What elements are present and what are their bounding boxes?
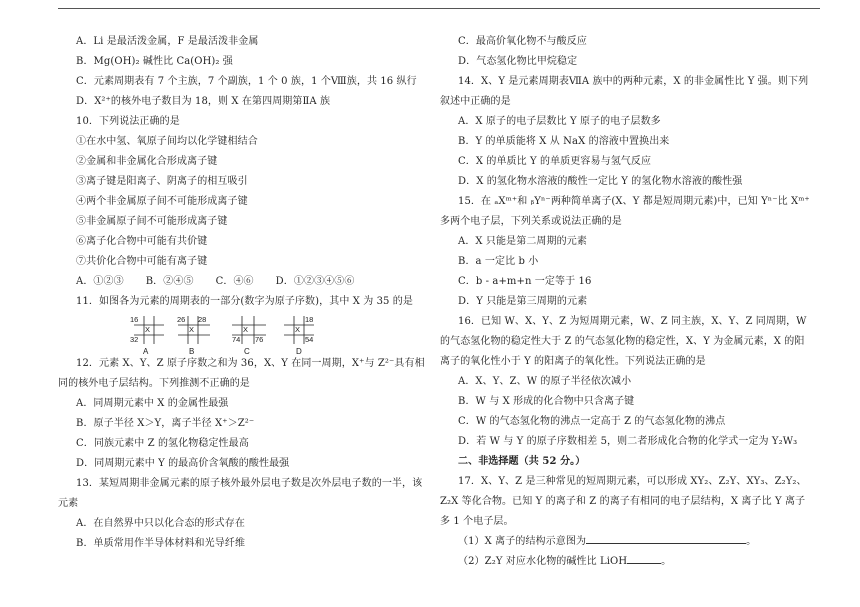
periodic-fragment-a [128, 314, 172, 356]
q17-stem-cont: 多 1 个电子层。 [440, 516, 514, 527]
q14-stem: 14．X、Y 是元素周期表ⅦA 族中的两种元素，X 的非金属性比 Y 强。则下列 [458, 76, 809, 87]
q10-options [58, 272, 443, 292]
fragment-x: X [243, 325, 249, 334]
fragment-number: 18 [305, 315, 314, 324]
fragment-caption: A [143, 347, 149, 356]
q14-option-d: D．X 的氢化物水溶液的酸性一定比 Y 的氢化物水溶液的酸性强 [458, 176, 743, 187]
left-column [58, 32, 443, 554]
fragment-caption: B [189, 347, 195, 356]
q11-figures [58, 314, 443, 354]
q13-stem-cont: 元素 [58, 498, 79, 509]
fragment-caption: C [244, 347, 250, 356]
q17-sub1-answer-blank[interactable] [586, 532, 746, 544]
q10-stem: 10．下列说法正确的是 [76, 116, 180, 127]
q16-stem-cont: 的气态氢化物的稳定性大于 Z 的气态氢化物的稳定性，X、Y 为金属元素，X 的阳 [440, 336, 805, 347]
q13-option-c: C．最高价氧化物不与酸反应 [458, 36, 587, 47]
q16-stem: 16．已知 W、X、Y、Z 为短周期元素，W、Z 同主族，X、Y、Z 同周期，W [458, 316, 807, 327]
q12-option-b: B．原子半径 X＞Y，离子半径 X⁺＞Z²⁻ [76, 418, 255, 429]
q9-option-d: D．X²⁺的核外电子数目为 18，则 X 在第四周期第ⅡA 族 [76, 96, 331, 107]
q12-option-c: C．同族元素中 Z 的氢化物稳定性最高 [76, 438, 249, 449]
q16-option-b: B．W 与 X 形成的化合物中只含离子键 [458, 396, 635, 407]
fragment-x: X [189, 325, 195, 334]
q10-option-d: D．①②③④⑤⑥ [275, 276, 355, 287]
q14-stem-cont: 叙述中正确的是 [440, 96, 511, 107]
fragment-number: 76 [255, 335, 264, 344]
q10-option-b: B．②④⑤ [145, 276, 194, 287]
q10-item: ③离子键是阳离子、阴离子的相互吸引 [76, 176, 248, 187]
q17-stem-cont: Z₂X 等化合物。已知 Y 的离子和 Z 的离子有相同的电子层结构，X 离子比 Y 离子 [440, 496, 806, 507]
q10-item: ⑥离子化合物中可能有共价键 [76, 236, 208, 247]
q16-option-c: C．W 的气态氢化物的沸点一定高于 Z 的气态氢化物的沸点 [458, 416, 726, 427]
q15-option-c: C．b - a+m+n 一定等于 16 [458, 276, 592, 287]
q10-item: ②金属和非金属化合形成离子键 [76, 156, 218, 167]
fragment-caption: D [296, 347, 302, 356]
q10-item: ⑦共价化合物中可能有离子键 [76, 256, 208, 267]
q17-sub2-answer-blank[interactable] [627, 552, 661, 564]
fragment-number: 28 [198, 315, 207, 324]
q15-option-a: A．X 只能是第二周期的元素 [458, 236, 587, 247]
q16-option-d: D．若 W 与 Y 的原子序数相差 5，则二者形成化合物的化学式一定为 Y₂W₃ [458, 436, 798, 447]
q14-option-c: C．X 的单质比 Y 的单质更容易与氢气反应 [458, 156, 652, 167]
fragment-number: 32 [130, 335, 139, 344]
periodic-fragment-d [280, 314, 324, 356]
q17-sub1 [440, 532, 820, 552]
fragment-number: 74 [232, 335, 241, 344]
q12-option-d: D．同周期元素中 Y 的最高价含氧酸的酸性最强 [76, 458, 290, 469]
periodic-fragment-b [176, 314, 220, 356]
q14-option-b: B．Y 的单质能将 X 从 NaX 的溶液中置换出来 [458, 136, 670, 147]
q17-sub2 [440, 552, 820, 572]
q17-stem: 17．X、Y、Z 是三种常见的短周期元素，可以形成 XY₂、Z₂Y、XY₃、Z₂Y₂、 [458, 476, 807, 487]
q17-sub1-text: （1）X 离子的结构示意图为 [458, 536, 587, 547]
section-heading: 二、非选择题（共 52 分。） [458, 456, 586, 467]
fragment-number: 26 [177, 315, 186, 324]
q15-option-d: D．Y 只能是第三周期的元素 [458, 296, 588, 307]
q15-option-b: B．a 一定比 b 小 [458, 256, 539, 267]
periodic-fragment-c [228, 314, 272, 356]
q11-stem: 11．如图各为元素的周期表的一部分(数字为原子序数)，其中 X 为 35 的是 [76, 296, 413, 307]
q14-option-a: A．X 原子的电子层数比 Y 原子的电子层数多 [458, 116, 661, 127]
q9-option-b: B．Mg(OH)₂ 碱性比 Ca(OH)₂ 强 [76, 56, 233, 67]
q10-item: ⑤非金属原子间不可能形成离子键 [76, 216, 228, 227]
q9-option-c: C．元素周期表有 7 个主族，7 个副族，1 个 0 族，1 个Ⅷ族，共 16 纵行 [76, 76, 417, 87]
fragment-x: X [295, 325, 301, 334]
q10-item: ④两个非金属原子间不可能形成离子键 [76, 196, 248, 207]
q12-stem-cont: 同的核外电子层结构。下列推测不正确的是 [58, 378, 250, 389]
q17-sub2-text: （2）Z₂Y 对应水化物的碱性比 LiOH [458, 556, 628, 567]
q10-option-a: A．①②③ [76, 276, 124, 287]
q13-option-d: D．气态氢化物比甲烷稳定 [458, 56, 578, 67]
fragment-number: 54 [305, 335, 314, 344]
q15-stem-cont: 多两个电子层，下列关系或说法正确的是 [440, 216, 622, 227]
right-column [440, 32, 820, 572]
q10-option-c: C．④⑥ [215, 276, 254, 287]
q16-option-a: A．X、Y、Z、W 的原子半径依次减小 [458, 376, 632, 387]
fragment-x: X [145, 325, 151, 334]
q12-stem: 12．元素 X、Y、Z 原子序数之和为 36，X、Y 在同一周期，X⁺与 Z²⁻具有相 [76, 358, 425, 369]
fragment-number: 16 [130, 315, 139, 324]
q17-sub2-end: 。 [661, 556, 672, 567]
q17-sub1-end: 。 [746, 536, 757, 547]
q16-stem-cont: 离子的氧化性小于 Y 的阳离子的氧化性。下列说法正确的是 [440, 356, 706, 367]
q12-option-a: A．同周期元素中 X 的金属性最强 [76, 398, 229, 409]
q10-item: ①在水中氢、氧原子间均以化学键相结合 [76, 136, 258, 147]
header-rule [58, 8, 820, 9]
q13-option-b: B．单质常用作半导体材料和光导纤维 [76, 538, 246, 549]
q13-option-a: A．在自然界中只以化合态的形式存在 [76, 518, 245, 529]
q13-stem: 13．某短周期非金属元素的原子核外最外层电子数是次外层电子数的一半，该 [76, 478, 423, 489]
q15-stem: 15．在 ₐXᵐ⁺和 ᵦYⁿ⁻两种简单离子(X、Y 都是短周期元素)中，已知 Yⁿ⁻比 Xᵐ⁺ [458, 196, 810, 207]
q9-option-a: A．Li 是最活泼金属，F 是最活泼非金属 [76, 36, 259, 47]
